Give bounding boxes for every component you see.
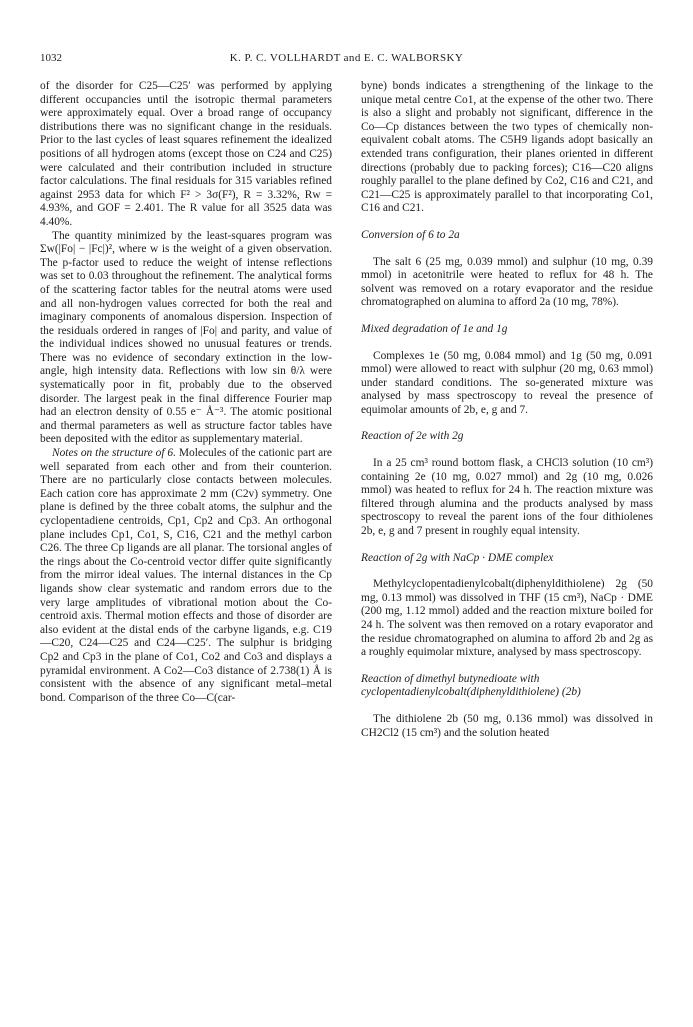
right-column [361,80,653,740]
page-number: 1032 [40,52,62,64]
section-heading: Reaction of dimethyl butynedioate with cyclopentadienylcobalt(diphenyldithiolene) (2b) [361,672,581,699]
left-column [40,80,332,705]
section-heading: Conversion of 6 to 2a [361,228,460,241]
paragraph: The salt 6 (25 mg, 0.039 mmol) and sulphur (10 mg, 0.39 mmol) in acetonitrile were heated to reflux for 48 h. The solvent was removed on a rotary evaporator and the residue chromatographed on alumina to afford 2a (10 mg, 78%). [361,255,653,309]
page-header [40,50,653,66]
paragraph: Complexes 1e (50 mg, 0.084 mmol) and 1g (50 mg, 0.091 mmol) were allowed to react with sulphur (20 mg, 0.63 mmol) under standard conditions. The so-generated mixture was analysed by mass spectroscopy to reveal the presence of equimolar amounts of 2b, e, g and 7. [361,349,653,416]
paragraph [40,447,332,705]
paragraph: The dithiolene 2b (50 mg, 0.136 mmol) was dissolved in CH2Cl2 (15 cm³) and the solution heated [361,712,653,739]
paragraph: In a 25 cm³ round bottom flask, a CHCl3 solution (10 cm³) containing 2e (10 mg, 0.027 mmol) and 2g (10 mg, 0.026 mmol) was heated to reflux for 24 h. The reaction mixture was filtered through alumina and the products analysed by mass spectroscopy to reveal the parent ions of the four dithiolenes 2b, e, g and 7 present in roughly equal intensity. [361,457,653,538]
section-heading: Reaction of 2e with 2g [361,430,464,443]
paragraph: byne) bonds indicates a strengthening of the linkage to the unique metal centre Co1, at the expense of the other two. There is also a slight and probably not significant, difference in the Co—Cp distances between the two types of chemically non-equivalent cobalt atoms. The C5H9 ligands adopt basically an extended trans configuration, their planes oriented in different directions (probably due to packing forces); C16—C20 aligns roughly parallel to the plane defined by Co2, C16 and C21, and C21—C25 is approximately parallel to that incorporating Co1, C16 and C21. [361,80,653,215]
section-heading: Mixed degradation of 1e and 1g [361,322,508,335]
section-heading: Reaction of 2g with NaCp · DME complex [361,551,554,564]
paragraph: of the disorder for C25—C25′ was performed by applying different occupancies until the isotropic thermal parameters were approximately equal. Over a broad range of occupancy distributions there was no significant change in the residuals. Prior to the last cycles of least squares refinement the idealized positions of all hydrogen atoms (except those on C24 and C25) were calculated and their contribution included in structure factor calculations. The final residuals for 315 variables refined against 2953 data for which F² > 3σ(F²), R = 3.32%, Rw = 4.93%, and GOF = 2.401. The R value for all 3525 data was 4.40%. [40,80,332,228]
paragraph: The quantity minimized by the least-squares program was Σw(|Fo| − |Fc|)², where w is the weight of a given observation. The p-factor used to reduce the weight of intense reflections was set to 0.03 throughout the refinement. The analytical forms of the scattering factor tables for the neutral atoms were used and all non-hydrogen values corrected for both the real and imaginary components of anomalous dispersion. Inspection of the residuals ordered in ranges of |Fo| and parity, and value of the individual indices showed no unusual features or trends. There was no evidence of secondary extinction in the low-angle, high intensity data. Reflections with low sin θ/λ were systematically poor in fit, probably due to the observed disorder. The largest peak in the final difference Fourier map had an electron density of 0.55 e⁻ Å⁻³. The atomic positional and thermal parameters as well as structure factor tables have been deposited with the editor as supplementary material. [40,229,332,446]
running-head: K. P. C. VOLLHARDT and E. C. WALBORSKY [229,52,464,64]
run-in-heading: Notes on the structure of 6. [52,447,176,460]
paragraph-text: Molecules of the cationic part are well separated from each other and from their counterion. There are no particularly close contacts between molecules. Each cation core has approximate 2 mm (C2v) symmetry. One plane is defined by the three cobalt atoms, the sulphur and the cyclopentadiene centroids, Cp1, Cp2 and Cp3. An orthogonal plane includes Cp1, Co1, S, C16, C21 and the methyl carbon C26. The three Cp ligands are all planar. The torsional angles of the rings about the Co-centroid vector differ quite significantly from the mirror ideal values. The internal distances in the Cp ligands show clear systematic and random errors due to the very large amplitudes of vibrational motion about the Co-centroid axis. Thermal motion effects and those of disorder are also evident at the distal ends of the carbyne ligands, e.g. C19—C20, C24—C25 and C24—C25′. The sulphur is bridging Cp2 and Cp3 in the plane of Co1, Co2 and Co3 and displays a pyramidal environment. A Co2—Co3 distance of 2.738(1) Å is consistent with the absence of any significant metal–metal bond. Comparison of the three Co—C(car- [40,447,332,704]
paragraph: Methylcyclopentadienylcobalt(diphenyldithiolene) 2g (50 mg, 0.13 mmol) was dissolved in THF (15 cm³), NaCp · DME (200 mg, 1.12 mmol) added and the reaction mixture boiled for 24 h. The solvent was then removed on a rotary evaporator and the residue chromatographed on alumina to afford 2b and 2g as a roughly equimolar mixture, analysed by mass spectroscopy. [361,578,653,659]
